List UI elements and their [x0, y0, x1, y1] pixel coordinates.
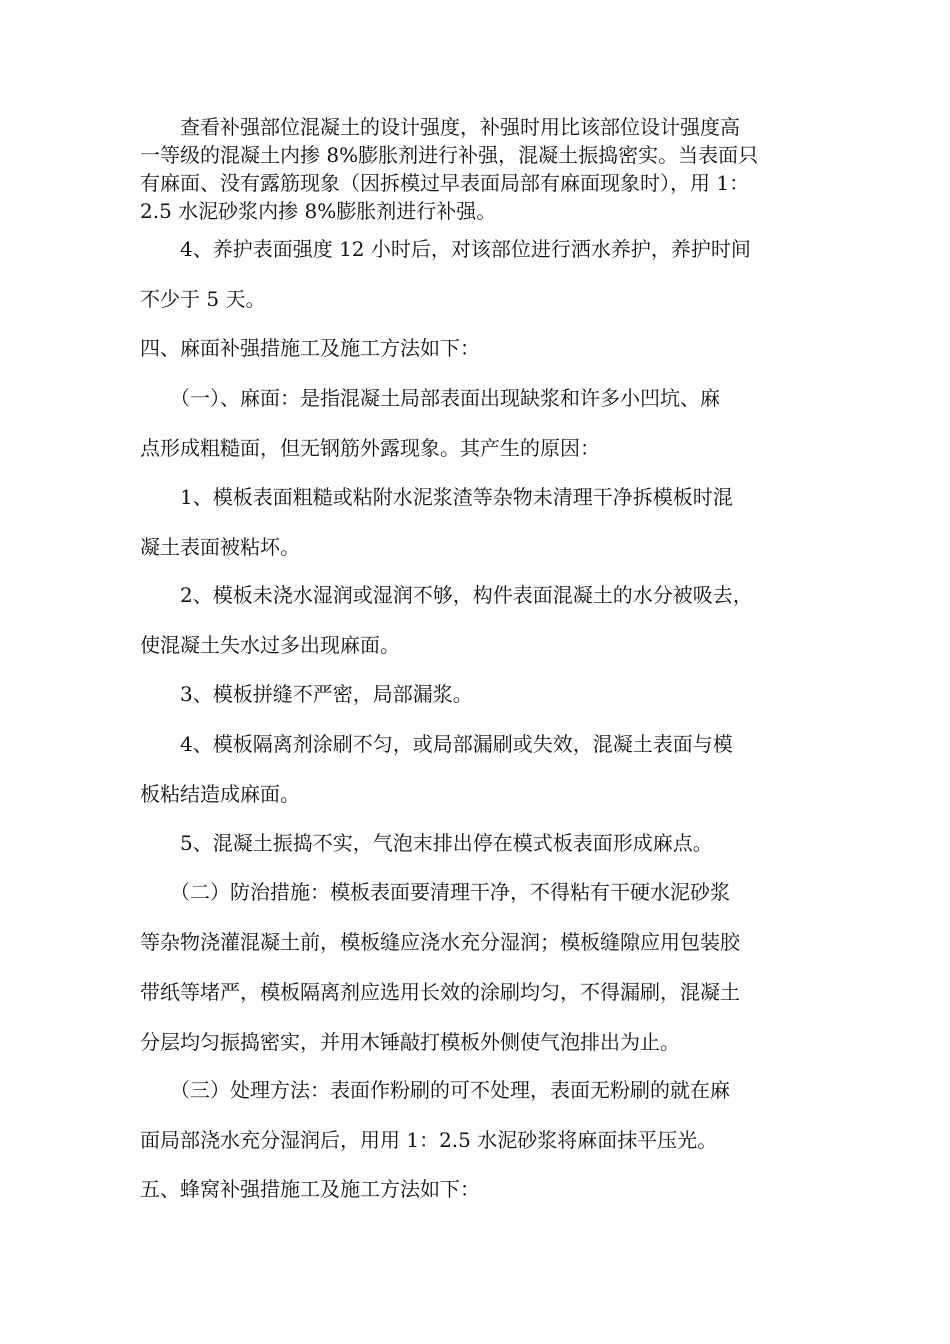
paragraph-curing: [140, 224, 820, 324]
list-item-cause-3: [140, 669, 820, 719]
text-line: 不少于 5 天。: [140, 287, 266, 311]
paragraph-reinforcement-method: [140, 113, 820, 225]
text-line: （三）处理方法：表面作粉刷的可不处理，表面无粉刷的就在麻: [140, 1078, 730, 1102]
list-item-cause-5: [140, 818, 820, 868]
paragraph-pitting-definition: [140, 373, 820, 473]
text-line: 查看补强部位混凝土的设计强度，补强时用比该部位设计强度高: [140, 115, 740, 139]
text-line: 2、模板未浇水湿润或湿润不够，构件表面混凝土的水分被吸去，: [140, 583, 753, 607]
text-line: 4、模板隔离剂涂刷不匀，或局部漏刷或失效，混凝土表面与模: [140, 732, 733, 756]
text-line: 分层均匀振捣密实，并用木锤敲打模板外侧使气泡排出为止。: [140, 1030, 680, 1054]
list-item-cause-4: [140, 719, 820, 819]
text-line: 有麻面、没有露筋现象（因拆模过早表面局部有麻面现象时），用 1：: [140, 171, 750, 195]
text-line: 凝土表面被粘坏。: [140, 535, 300, 559]
section-heading-5: 五、蜂窝补强措施工及施工方法如下：: [140, 1177, 480, 1201]
text-line: 带纸等堵严，模板隔离剂应选用长效的涂刷均匀，不得漏刷，混凝土: [140, 980, 740, 1004]
text-line: 点形成粗糙面，但无钢筋外露现象。其产生的原因：: [140, 436, 600, 460]
text-line: 板粘结造成麻面。: [140, 782, 300, 806]
paragraph-treatment: [140, 1065, 820, 1165]
text-line: 4、养护表面强度 12 小时后，对该部位进行洒水养护，养护时间: [140, 237, 751, 261]
text-line: 1、模板表面粗糙或粘附水泥浆渣等杂物未清理干净拆模板时混: [140, 485, 733, 509]
text-line: 3、模板拼缝不严密，局部漏浆。: [140, 682, 473, 706]
text-line: 5、混凝土振捣不实，气泡末排出停在模式板表面形成麻点。: [140, 831, 713, 855]
text-line: 等杂物浇灌混凝土前，模板缝应浇水充分湿润；模板缝隙应用包装胶: [140, 930, 740, 954]
text-line: 一等级的混凝土内掺 8%膨胀剂进行补强，混凝土振捣密实。当表面只: [140, 143, 759, 167]
text-line: （一）、麻面：是指混凝土局部表面出现缺浆和许多小凹坑、麻: [140, 386, 720, 410]
paragraph-prevention: [140, 867, 820, 1067]
text-line: 面局部浇水充分湿润后，用用 1：2.5 水泥砂浆将麻面抹平压光。: [140, 1128, 718, 1152]
list-item-cause-1: [140, 472, 820, 572]
list-item-cause-2: [140, 570, 820, 670]
section-heading-4: 四、麻面补强措施工及施工方法如下：: [140, 336, 480, 360]
text-line: 使混凝土失水过多出现麻面。: [140, 633, 400, 657]
text-line: （二）防治措施：模板表面要清理干净，不得粘有干硬水泥砂浆: [140, 880, 730, 904]
text-line: 2.5 水泥砂浆内掺 8%膨胀剂进行补强。: [140, 199, 497, 223]
